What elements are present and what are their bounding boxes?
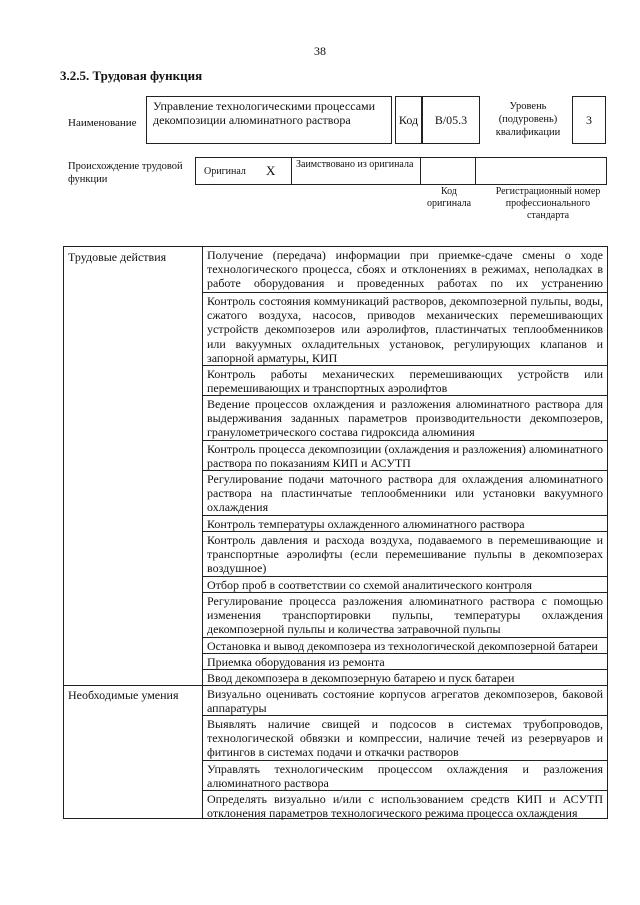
action-item: Остановка и вывод декомпозера из технологической декомпозерной батареи <box>202 637 607 653</box>
code-caption: Код оригинала <box>426 186 472 209</box>
page-number: 38 <box>314 44 326 58</box>
section-divider <box>64 685 202 686</box>
reg-caption: Регистрационный номер профессионального стандарта <box>495 186 601 221</box>
action-item: Регулирование процесса разложения алюминатного раствора с помощью изменения транспортировки пульпы, температуры охлаждения декомпозерной пульпы и количества затравочной пульпы <box>202 592 607 637</box>
action-item: Контроль температуры охлажденного алюминатного раствора <box>202 515 607 531</box>
section-label-column <box>64 247 203 818</box>
origin-divider-2 <box>420 157 421 185</box>
skill-item: Выявлять наличие свищей и подсосов в системах трубопроводов, технологической обвязки и компрессии, наличие течей из резервуаров и фитингов в системах подачи и откачки растворов <box>202 715 607 760</box>
function-name-value: Управление технологическими процессами декомпозиции алюминатного раствора <box>153 99 376 127</box>
action-item: Отбор проб в соответствии со схемой аналитического контроля <box>202 576 607 592</box>
original-label: Оригинал <box>204 166 246 177</box>
items-column <box>202 247 607 821</box>
skill-item: Визуально оценивать состояние корпусов агрегатов декомпозеров, баковой аппаратуры <box>202 685 607 715</box>
code-value: B/05.3 <box>434 113 468 127</box>
section-label-actions: Трудовые действия <box>68 250 167 264</box>
main-table <box>63 246 608 819</box>
action-item: Контроль работы механических перемешивающих устройств или перемешивающих и транспортных аэролифтов <box>202 365 607 395</box>
action-item: Контроль состояния коммуникаций растворов, декомпозерной пульпы, воды, сжатого воздуха, насосов, приводов механических перемешивающих устройств декомпозеров или аэролифтов, пластинчатых теплообменников или вакуумных охладительных установок, регулирующих клапанов и запорной арматуры, КИП <box>202 292 607 365</box>
function-name-box <box>146 96 392 144</box>
level-value: 3 <box>586 113 592 127</box>
section-title: 3.2.5. Трудовая функция <box>60 68 203 83</box>
action-item: Контроль давления и расхода воздуха, подаваемого в перемешивающие и транспортные аэролифты (если перемешивание пульпы в декомпозерах воздушное) <box>202 531 607 576</box>
section-label-skills: Необходимые умения <box>68 688 179 702</box>
origin-divider-3 <box>475 157 476 185</box>
borrowed-label: Заимствовано из оригинала <box>296 159 414 170</box>
origin-divider-1 <box>291 157 292 185</box>
action-item: Получение (передача) информации при приемке-сдаче смены о ходе технологического процесса, сбоях и отклонениях в режимах, неполадках в работе оборудования и проведенных работах по их устранению <box>207 248 603 291</box>
level-label: Уровень (подуровень) квалификации <box>495 101 561 138</box>
action-item: Ввод декомпозера в декомпозерную батарею и пуск батареи <box>202 669 607 685</box>
action-item: Регулирование подачи маточного раствора для охлаждения алюминатного раствора на пластинчатые теплообменники или установки вакуумного охлаждения <box>202 470 607 515</box>
action-item: Контроль процесса декомпозиции (охлаждения и разложения) алюминатного раствора по показаниям КИП и АСУТП <box>202 440 607 470</box>
level-value-box <box>572 96 606 144</box>
code-value-box <box>422 96 480 144</box>
origin-label: Происхождение трудовой функции <box>68 161 183 185</box>
skill-item: Определять визуально и/или с использованием средств КИП и АСУТП отклонения параметров технологического режима процесса охлаждения <box>202 790 607 820</box>
skill-item: Управлять технологическим процессом охлаждения и разложения алюминатного раствора <box>202 760 607 790</box>
action-item: Приемка оборудования из ремонта <box>202 653 607 669</box>
action-item: Ведение процессов охлаждения и разложения алюминатного раствора для выдерживания заданных параметров производительности декомпозеров, гранулометрического состава гидроксида алюминия <box>202 395 607 440</box>
code-label-box <box>395 96 422 144</box>
code-label: Код <box>398 113 419 127</box>
original-mark: X <box>266 163 276 178</box>
name-label: Наименование <box>68 117 137 129</box>
